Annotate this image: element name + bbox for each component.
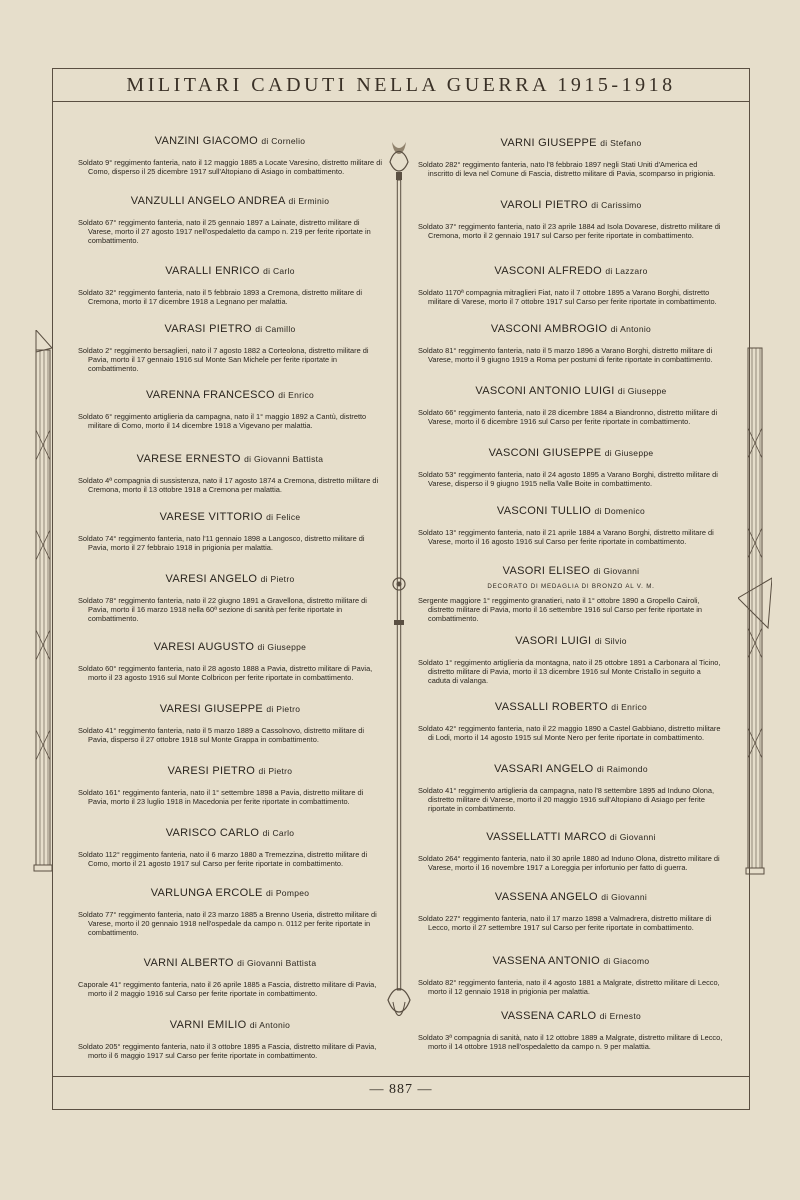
entry-name: VASORI ELISEO di Giovanni: [502, 565, 640, 577]
entry-text: Soldato 53° reggimento fanteria, nato il 24 agosto 1895 a Varano Borghi, distretto militare di Varese, disperso il 9 giugno 1915 nella Valle Boite in combattimento.: [418, 470, 718, 488]
list-item: [418, 565, 724, 623]
entry-text: Soldato 78° reggimento fanteria, nato il 22 giugno 1891 a Gravellona, distretto militare di Pavia, morto il 16 marzo 1918 nella 60ª sezione di sanità per ferite riportate in combattimento.: [78, 596, 367, 623]
entry-name: VARESE ERNESTO di Giovanni Battista: [136, 453, 324, 465]
page-number: — 887 —: [369, 1082, 433, 1097]
entry-text: Soldato 1° reggimento artiglieria da montagna, nato il 25 ottobre 1891 a Carbonara al Ticino, distretto militare di Pavia, morto il 13 dicembre 1916 sul Monte Cristallo in seguito a caduta di valanga.: [418, 658, 721, 685]
entry-text: Soldato 9° reggimento fanteria, nato il 12 maggio 1885 a Locate Varesino, distretto militare di Como, disperso il 25 dicembre 1917 sull'Altopiano di Asiago in combattimento.: [78, 158, 382, 176]
entry-name: VAROLI PIETRO di Carissimo: [500, 199, 642, 211]
list-item: [418, 199, 724, 240]
entry-name: VASCONI AMBROGIO di Antonio: [490, 323, 652, 335]
list-item: [78, 265, 382, 306]
list-item: [418, 447, 724, 488]
entry-text: Soldato 66° reggimento fanteria, nato il 28 dicembre 1884 a Biandronno, distretto militare di Varese, morto il 6 dicembre 1916 sul Carso per ferite riportate in combattimento.: [418, 408, 718, 426]
entry-text: Caporale 41° reggimento fanteria, nato il 26 aprile 1885 a Fascia, distretto militare di Pavia, morto il 2 maggio 1916 sul Carso per ferite riportate in combattimento.: [78, 980, 377, 998]
entry-name: VASSARI ANGELO di Raimondo: [494, 763, 648, 775]
entry-name: VARNI ALBERTO di Giovanni Battista: [143, 957, 317, 969]
footer-divider: [52, 1076, 750, 1078]
decoration-note: DECORATO DI MEDAGLIA DI BRONZO AL V. M.: [487, 583, 655, 590]
entry-text: Soldato 6° reggimento artiglieria da campagna, nato il 1° maggio 1892 a Cantù, distretto militare di Como, morto il 14 dicembre 1918 a Vigevano per malattia.: [78, 412, 367, 430]
entry-text: Soldato 32° reggimento fanteria, nato il 5 febbraio 1893 a Cremona, distretto militare di Cremona, morto il 17 dicembre 1918 a Legnano per malattia.: [78, 288, 362, 306]
list-item: [78, 511, 382, 552]
list-item: [78, 323, 382, 373]
list-item: [78, 389, 382, 430]
list-item: [418, 701, 724, 742]
list-item: [418, 763, 724, 813]
list-item: [418, 1010, 724, 1051]
page-title: MILITARI CADUTI NELLA GUERRA 1915-1918: [126, 74, 676, 96]
entry-text: Soldato 2° reggimento bersaglieri, nato il 7 agosto 1882 a Corteolona, distretto militare di Pavia, morto il 17 gennaio 1916 sul Monte San Michele per ferite riportate in combattimento.: [78, 346, 369, 373]
entry-text: Soldato 41° reggimento fanteria, nato il 5 marzo 1889 a Cassolnovo, distretto militare di Pavia, disperso il 27 ottobre 1918 sul Monte Grappa in combattimento.: [78, 726, 365, 744]
entry-text: Soldato 3ª compagnia di sanità, nato il 12 ottobre 1889 a Malgrate, distretto militare di Lecco, morto il 14 ottobre 1918 nell'ospedaletto da campo n. 9 per malattia.: [418, 1033, 723, 1051]
entry-text: Soldato 81° reggimento fanteria, nato il 5 marzo 1896 a Varano Borghi, distretto militare di Varese, morto il 9 giugno 1919 a Roma per postumi di ferite riportate in combattimento.: [418, 346, 713, 364]
entry-name: VARASI PIETRO di Camillo: [164, 323, 296, 335]
list-item: [418, 891, 724, 932]
list-item: [418, 385, 724, 426]
entry-text: Sergente maggiore 1° reggimento granatieri, nato il 1° ottobre 1890 a Gropello Cairoli, distretto militare di Pavia, morto il 16 settembre 1916 sul Carso per ferite riportate in combattimento.: [418, 596, 702, 623]
list-item: [78, 887, 382, 937]
list-item: [418, 955, 724, 996]
list-item: [78, 641, 382, 682]
entry-name: VASSENA ANTONIO di Giacomo: [492, 955, 650, 967]
entry-name: VASCONI GIUSEPPE di Giuseppe: [488, 447, 654, 459]
entry-text: Soldato 37° reggimento fanteria, nato il 23 aprile 1884 ad Isola Dovarese, distretto militare di Cremona, morto il 2 gennaio 1917 sul Carso per ferite riportate in combattimento.: [418, 222, 721, 240]
left-fasces-ornament: [26, 330, 60, 885]
entry-name: VASCONI TULLIO di Domenico: [496, 505, 646, 517]
list-item: [418, 505, 724, 546]
entry-name: VASCONI ANTONIO LUIGI di Giuseppe: [475, 385, 667, 397]
list-item: [78, 573, 382, 623]
entry-text: Soldato 4ª compagnia di sussistenza, nato il 17 agosto 1874 a Cremona, distretto militare di Cremona, morto il 13 ottobre 1918 a Cremona per malattia.: [78, 476, 379, 494]
entry-text: Soldato 227° reggimento fanteria, nato il 17 marzo 1898 a Valmadrera, distretto militare di Lecco, morto il 27 settembre 1917 sul Carso per ferite riportate in combattimento.: [418, 914, 712, 932]
entry-name: VASORI LUIGI di Silvio: [515, 635, 627, 647]
entry-text: Soldato 42° reggimento fanteria, nato il 22 maggio 1890 a Castel Gabbiano, distretto militare di Lodi, morto il 14 agosto 1915 sul Monte Nero per ferite riportate in combattimento.: [418, 724, 721, 742]
entry-text: Soldato 205° reggimento fanteria, nato il 3 ottobre 1895 a Fascia, distretto militare di Pavia, morto il 6 maggio 1917 sul Carso per ferite riportate in combattimento.: [78, 1042, 377, 1060]
entry-name: VASSENA CARLO di Ernesto: [500, 1010, 642, 1022]
torch-divider-ornament: [384, 140, 414, 1035]
entry-name: VANZULLI ANGELO ANDREA di Erminio: [130, 195, 330, 207]
list-item: [78, 453, 382, 494]
entry-name: VASSALLI ROBERTO di Enrico: [494, 701, 648, 713]
entry-text: Soldato 1170ª compagnia mitraglieri Fiat, nato il 7 ottobre 1895 a Varano Borghi, distretto militare di Varese, morto il 7 ottobre 1917 sul Carso per ferite riportate in combattimento.: [418, 288, 717, 306]
entry-name: VARESE VITTORIO di Felice: [159, 511, 301, 523]
entry-text: Soldato 60° reggimento fanteria, nato il 28 agosto 1888 a Pavia, distretto militare di Pavia, morto il 23 agosto 1916 sul Monte Colbricon per ferite riportate in combattimento.: [78, 664, 373, 682]
entry-text: Soldato 67° reggimento fanteria, nato il 25 gennaio 1897 a Lainate, distretto militare di Varese, morto il 27 agosto 1917 nell'ospedaletto da campo n. 219 per ferite riportate in combattimento.: [78, 218, 371, 245]
list-item: [78, 765, 382, 806]
entry-name: VARNI EMILIO di Antonio: [169, 1019, 291, 1031]
list-item: [418, 635, 724, 685]
entry-text: Soldato 112° reggimento fanteria, nato il 6 marzo 1880 a Tremezzina, distretto militare di Como, morto il 21 agosto 1917 sul Carso per ferite riportate in combattimento.: [78, 850, 368, 868]
entry-name: VARISCO CARLO di Carlo: [165, 827, 295, 839]
list-item: [78, 195, 382, 245]
entry-text: Soldato 161° reggimento fanteria, nato il 1° settembre 1898 a Pavia, distretto militare di Pavia, morto il 23 luglio 1918 in Macedonia per ferite riportate in combattimento.: [78, 788, 364, 806]
entry-text: Soldato 77° reggimento fanteria, nato il 23 marzo 1885 a Brenno Useria, distretto militare di Varese, morto il 20 gennaio 1918 nell'ospedale da campo n. 0112 per ferite riportate in combattimento.: [78, 910, 377, 937]
entry-name: VARESI GIUSEPPE di Pietro: [159, 703, 301, 715]
list-item: [418, 831, 724, 872]
entry-name: VASSENA ANGELO di Giovanni: [494, 891, 648, 903]
list-item: [78, 827, 382, 868]
entry-name: VARALLI ENRICO di Carlo: [165, 265, 295, 277]
list-item: [418, 323, 724, 364]
entry-text: Soldato 13° reggimento fanteria, nato il 21 aprile 1884 a Varano Borghi, distretto militare di Varese, morto il 16 agosto 1916 sul Carso per ferite riportate in combattimento.: [418, 528, 714, 546]
entry-name: VASSELLATTI MARCO di Giovanni: [486, 831, 656, 843]
entry-name: VARNI GIUSEPPE di Stefano: [500, 137, 642, 149]
entry-name: VARESI PIETRO di Pietro: [167, 765, 293, 777]
entry-name: VASCONI ALFREDO di Lazzaro: [494, 265, 648, 277]
list-item: [78, 957, 382, 998]
list-item: [418, 265, 724, 306]
entry-text: Soldato 282° reggimento fanteria, nato l'8 febbraio 1897 negli Stati Uniti d'America ed inscritto di leva nel Comune di Fascia, distretto militare di Pavia, scomparso in prigionia.: [418, 160, 716, 178]
right-fasces-ornament: [738, 328, 772, 888]
list-item: [78, 1019, 382, 1060]
list-item: [78, 703, 382, 744]
entry-name: VARLUNGA ERCOLE di Pompeo: [150, 887, 310, 899]
entry-name: VARESI ANGELO di Pietro: [165, 573, 295, 585]
entry-text: Soldato 82° reggimento fanteria, nato il 4 agosto 1881 a Malgrate, distretto militare di Lecco, morto il 12 gennaio 1918 in prigionia per malattia.: [418, 978, 720, 996]
entry-name: VARESI AUGUSTO di Giuseppe: [153, 641, 307, 653]
entry-text: Soldato 41° reggimento artiglieria da campagna, nato l'8 settembre 1895 ad Induno Olona, distretto militare di Varese, morto il 20 maggio 1916 sull'Altopiano di Asiago per ferite riportate in combattimento.: [418, 786, 715, 813]
list-item: [78, 135, 382, 176]
entry-text: Soldato 74° reggimento fanteria, nato l'11 gennaio 1898 a Langosco, distretto militare di Pavia, morto il 27 febbraio 1918 in prigionia per malattia.: [78, 534, 365, 552]
entry-name: VANZINI GIACOMO di Cornelio: [154, 135, 306, 147]
entry-name: VARENNA FRANCESCO di Enrico: [145, 389, 315, 401]
list-item: [418, 137, 724, 178]
entry-text: Soldato 264° reggimento fanteria, nato il 30 aprile 1880 ad Induno Olona, distretto militare di Varese, morto il 16 novembre 1917 a Loreggia per infortunio per fatto di guerra.: [418, 854, 720, 872]
